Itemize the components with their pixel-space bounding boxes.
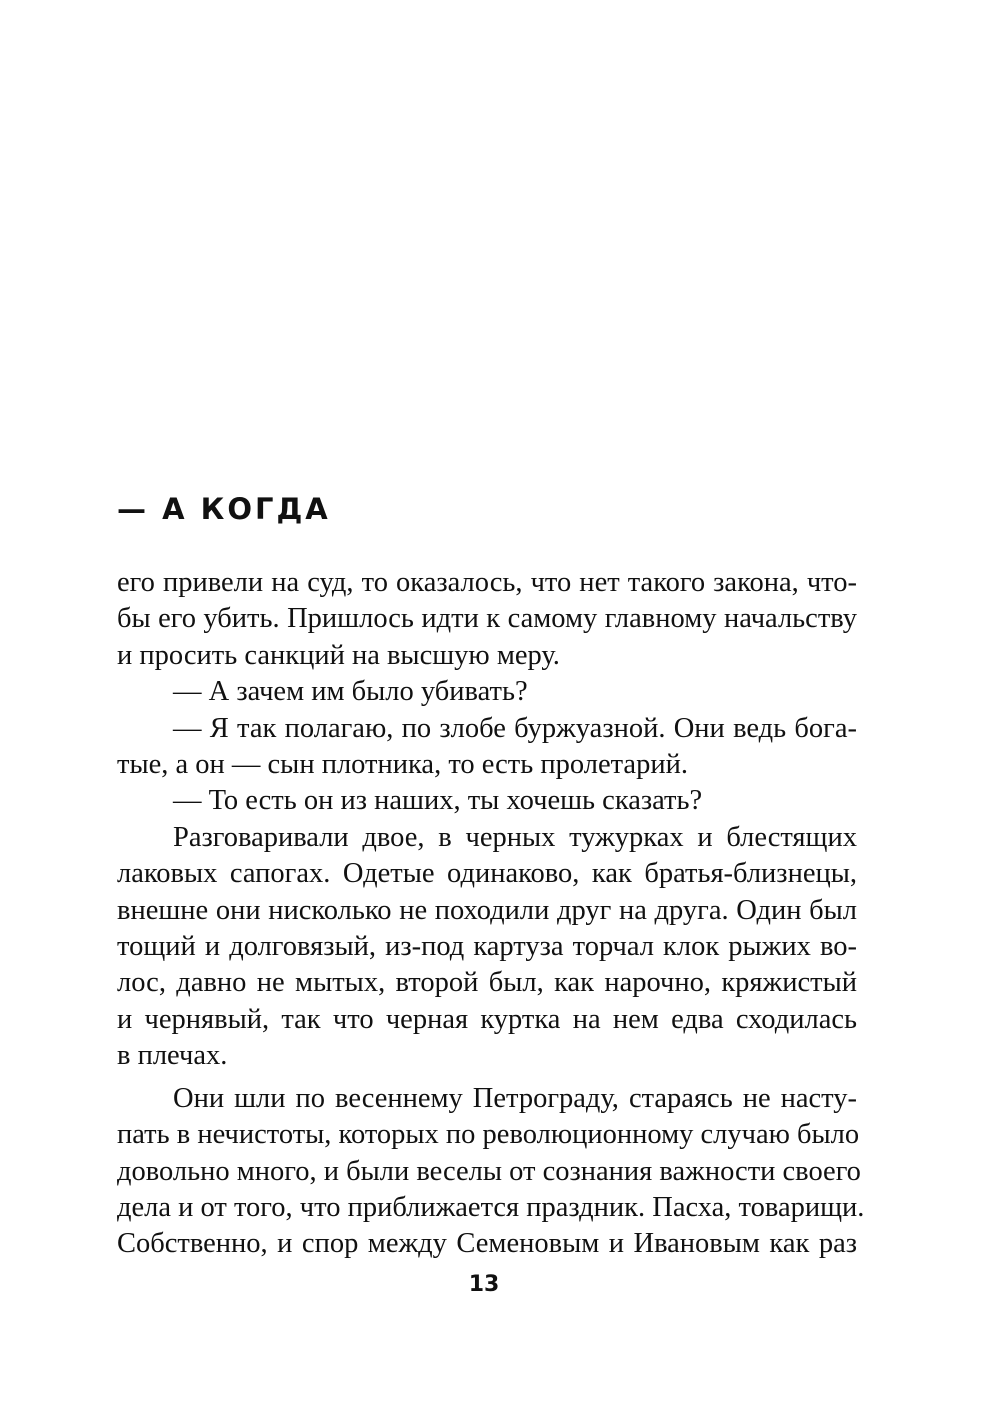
text-line: тощий и долговязый, из-под картуза торчал клок рыжих во-: [117, 931, 857, 963]
dialogue-line: — То есть он из наших, ты хочешь сказать?: [173, 785, 703, 817]
text-line: лос, давно не мытых, второй был, как нарочно, кряжистый: [117, 967, 857, 999]
text-line: Собственно, и спор между Семеновым и Ивановым как раз: [117, 1228, 857, 1260]
page-number: 13: [468, 1272, 500, 1297]
text-line: и просить санкций на высшую меру.: [117, 639, 560, 671]
text-line: внешне они нисколько не походили друг на друга. Один был: [117, 894, 857, 926]
paragraph-first-line: Они шли по весеннему Петрограду, стараясь не насту-: [173, 1082, 857, 1114]
text-line: довольно много, и были веселы от сознания важности своего: [117, 1155, 861, 1187]
text-line: тые, а он — сын плотника, то есть пролетарий.: [117, 749, 688, 781]
text-line: бы его убить. Пришлось идти к самому главному начальству: [117, 603, 857, 635]
text-line: дела и от того, что приближается праздник. Пасха, товарищи.: [117, 1191, 865, 1223]
dialogue-line: — Я так полагаю, по злобе буржуазной. Они ведь бога-: [173, 712, 857, 744]
text-line: в плечах.: [117, 1040, 228, 1072]
text-line: лаковых сапогах. Одетые одинаково, как братья-близнецы,: [117, 858, 857, 890]
body-text: [117, 565, 865, 1263]
chapter-heading: — А КОГДА: [117, 492, 331, 526]
text-line: и чернявый, так что черная куртка на нем едва сходилась: [117, 1003, 857, 1035]
dialogue-line: — А зачем им было убивать?: [173, 676, 528, 708]
text-line: пать в нечистоты, которых по революционному случаю было: [117, 1119, 860, 1151]
paragraph-first-line: Разговаривали двое, в черных тужурках и блестящих: [173, 821, 857, 853]
text-line: его привели на суд, то оказалось, что нет такого закона, что-: [117, 567, 857, 598]
